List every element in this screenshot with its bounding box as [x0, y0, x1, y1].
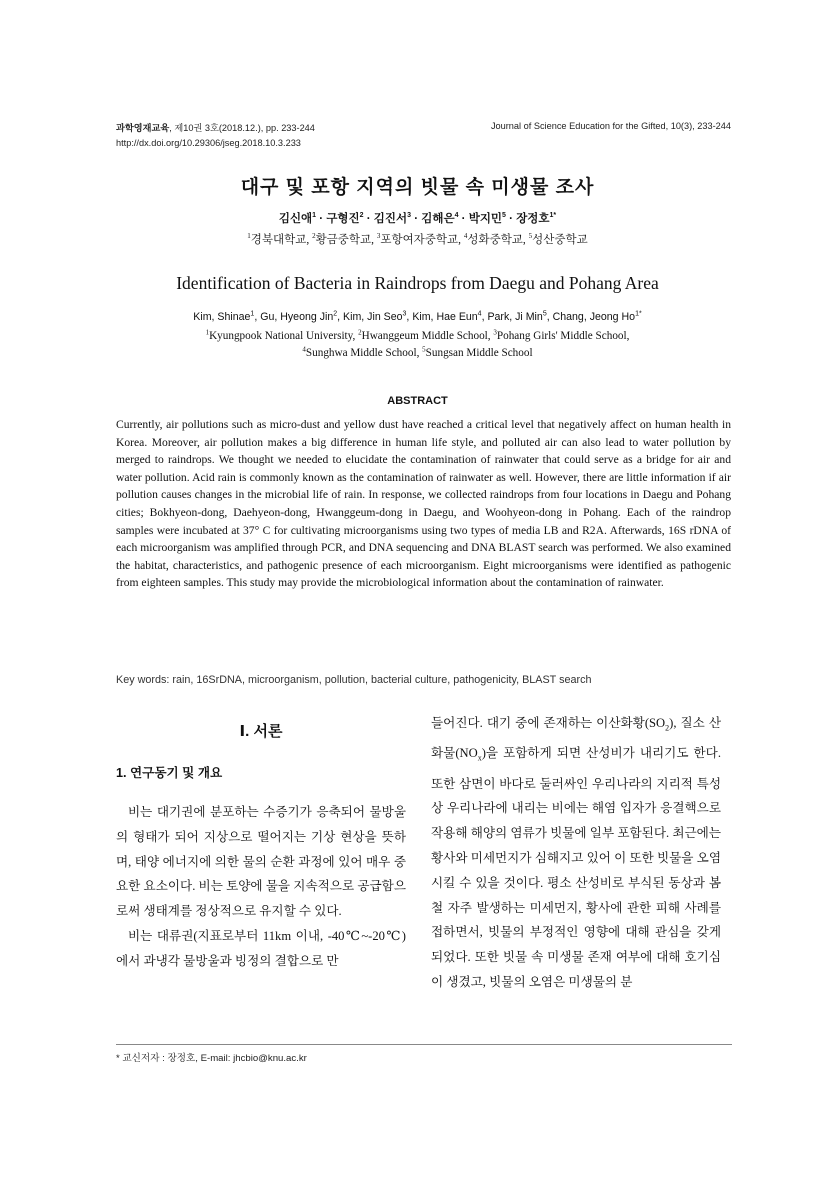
affil-sup: 1 — [205, 328, 210, 337]
author-sup: 1 — [250, 310, 255, 318]
author-sup: 3 — [402, 310, 407, 318]
journal-name-ko: 과학영재교육 — [116, 123, 170, 133]
author: 김진서 — [373, 213, 408, 225]
affil-sup: 3 — [376, 232, 381, 241]
affil-sup: 2 — [312, 232, 316, 241]
affil-sup: 4 — [302, 345, 306, 354]
issue-info-ko: , 제10권 3호(2018.12.), pp. 233-244 — [169, 123, 315, 133]
left-column — [116, 719, 406, 974]
affiliation: Hwanggeum Middle School — [361, 330, 488, 342]
running-header-left — [116, 121, 315, 151]
affil-sup: 5 — [422, 345, 426, 354]
author: Kim, Jin Seo — [343, 311, 403, 323]
subsection-heading: 1. 연구동기 및 개요 — [116, 766, 223, 780]
body-paragraph: 비는 대류권(지표로부터 11km 이내, -40℃~-20℃)에서 과냉각 물방울과 빙정의 결합으로 만 — [116, 928, 406, 968]
footnote-divider — [116, 1044, 732, 1045]
author: 김해은 — [421, 213, 455, 225]
affil-sup: 2 — [358, 328, 362, 337]
author: Kim, Hae Eun — [412, 311, 478, 323]
author-sup: 1* — [635, 310, 642, 318]
affiliation-line: $^4$Sunghwa Middle School, $^5$Sungsan Middle School — [302, 345, 533, 359]
author-sup: 4 — [477, 310, 482, 318]
affiliation: Pohang Girls' Middle School — [496, 330, 627, 342]
title-english: Identification of Bacteria in Raindrops from Daegu and Pohang Area — [176, 273, 659, 293]
affiliation: 성화중학교 — [467, 234, 523, 246]
right-column — [431, 711, 721, 995]
author: Chang, Jeong Ho — [552, 311, 636, 323]
doi-link[interactable]: http://dx.doi.org/10.29306/jseg.2018.10.3.233 — [116, 138, 301, 148]
author-sup: 5 — [542, 310, 547, 318]
author: 김신애 — [278, 213, 313, 225]
affiliation: 성산중학교 — [532, 234, 588, 246]
author: Park, Ji Min — [487, 311, 543, 323]
issue-info-en: , 10(3), 233-244 — [665, 121, 731, 131]
affiliation: 황금중학교 — [315, 234, 372, 246]
body-paragraph: 비는 대기권에 분포하는 수증기가 응축되어 물방울의 형태가 되어 지상으로 떨어지는 기상 현상을 뜻하며, 태양 에너지에 의한 물의 순환 과정에 있어 매우 중요한 요소이다. 비는 토양에 물을 지속적으로 공급함으로써 생태계를 정상적으로 유지할 수 있다. — [116, 805, 406, 919]
affil-sup: 4 — [463, 232, 468, 241]
author: 박지민 — [468, 213, 503, 225]
text-run: )을 포함하게 되면 산성비가 내리기도 한다. 또한 삼면이 바다로 둘러싸인 우리나라의 지리적 특성 상 우리나라에 내리는 비에는 해염 입자가 응결핵으로 작용해 해양의 염류가 빗물에 일부 포함된다. 최근에는 황사와 미세먼지가 심해지고 있어 이 또한 빗물을 오염시킬 수 있을 것이다. 평소 산성비로 부식된 동상과 봄철 자주 발생하는 미세먼지, 황사에 관한 피해 사례를 접하면서, 빗물의 부정적인 영향에 대해 관심을 갖게 되었다. 또한 빗물 속 미생물 존재 여부에 대해 호기심이 생겼고, 빗물의 오염은 미생물의 분 — [431, 746, 721, 989]
author: Gu, Hyeong Jin — [260, 311, 334, 323]
author-sup: 2 — [359, 212, 364, 220]
affil-sup: 3 — [493, 328, 497, 337]
affiliation: Kyungpook National University — [209, 330, 353, 342]
section-heading: Ⅰ. 서론 — [239, 723, 283, 740]
title-korean: 대구 및 포항 지역의 빗물 속 미생물 조사 — [240, 177, 595, 198]
journal-name-en: Journal of Science Education for the Gifted — [490, 121, 666, 131]
authors-english: Kim, Shinae$^1$, Gu, Hyeong Jin$^2$, Kim, Jin Seo$^3$, Kim, Hae Eun$^4$, Park, Ji Min$^5$, Chang, Jeong $Ho^{1*}$ — [193, 310, 642, 323]
affiliation: Sungsan Middle School — [425, 347, 533, 359]
affil-sup: 5 — [528, 232, 533, 241]
author: 구형진 — [326, 213, 360, 225]
affil-sup: 1 — [247, 232, 251, 241]
subscript: 2 — [665, 723, 670, 733]
author-sup: 4 — [454, 212, 459, 220]
abstract-body: Currently, air pollutions such as micro-dust and yellow dust have reached a critical level that negatively affect on human health in Korea. Moreover, air pollution makes a big difference in human life style, and polluted air can also lead to water pollution by merged to raindrops. We thought we needed to elucidate the contamination of rainwater that could serve as a bridge for air and water pollution. Acid rain is commonly known as the contamination of rainwater as well. However, there are little information if air pollution causes changes in the microbial life of rain. In response, we collected raindrops from four locations in Daegu and Pohang cities; Bokhyeon-dong, Daehyeon-dong, Hwanggeum-dong in Daegu, and Woohyeon-dong in Pohang. Each of the raindrop samples were incubated at 37° C for cultivating microorganisms using two types of media LB and R2A. Afterwards, 16S rDNA of each microorganism was amplified through PCR, and DNA sequencing and DNA BLAST search was performed. We also examined the habitat, characteristics, and pathogenic presence of each microorganism. Eight microorganisms were identified as pathogenic from eighteen samples. This study may provide the microbiological information about the contamination of rainwater. — [116, 418, 731, 590]
author-sup: 5 — [502, 212, 506, 220]
author-sup: 3 — [407, 212, 412, 220]
running-header-right — [491, 121, 731, 131]
body-paragraph — [431, 711, 721, 995]
affiliation: 포항여자중학교 — [380, 234, 459, 246]
affiliations-korean: $^1$경북대학교, $^2$황금중학교, $^3$포항여자중학교, $^4$성화중학교, $^5$성산중학교 — [247, 232, 588, 246]
abstract-heading: ABSTRACT — [387, 395, 448, 407]
corresponding-author-footnote: * 교신저자 : 장정호, E-mail: jhcbio@knu.ac.kr — [116, 1053, 307, 1064]
authors-korean: 김신애$^1$ · 구형진$^2$ · 김진서$^3$ · 김해은$^4$ · 박지민$^5$ · 장정호$^{1*}$ — [278, 212, 557, 225]
text-run: ), 질소 산화물(NO — [431, 716, 722, 761]
author: Kim, Shinae — [193, 311, 251, 323]
affiliations-english — [0, 328, 835, 362]
author-sup: 1* — [549, 212, 557, 220]
author-sup: 1 — [312, 212, 317, 220]
subscript: x — [477, 753, 482, 763]
author: 장정호 — [516, 213, 550, 225]
keywords: Key words: rain, 16SrDNA, microorganism, pollution, bacterial culture, pathogenicity, BLAST search — [116, 674, 592, 686]
author-sup: 2 — [333, 310, 338, 318]
affiliation: 경북대학교 — [250, 234, 307, 246]
affiliation: Sunghwa Middle School — [305, 347, 417, 359]
affiliation-line: $^1$Kyungpook National University, $^2$Hwanggeum Middle School, $^3$Pohang Girls' Middle School, — [205, 328, 630, 342]
text-run: 들어진다. 대기 중에 존재하는 이산화황(SO — [431, 716, 666, 730]
journal-citation-ko — [116, 121, 315, 136]
